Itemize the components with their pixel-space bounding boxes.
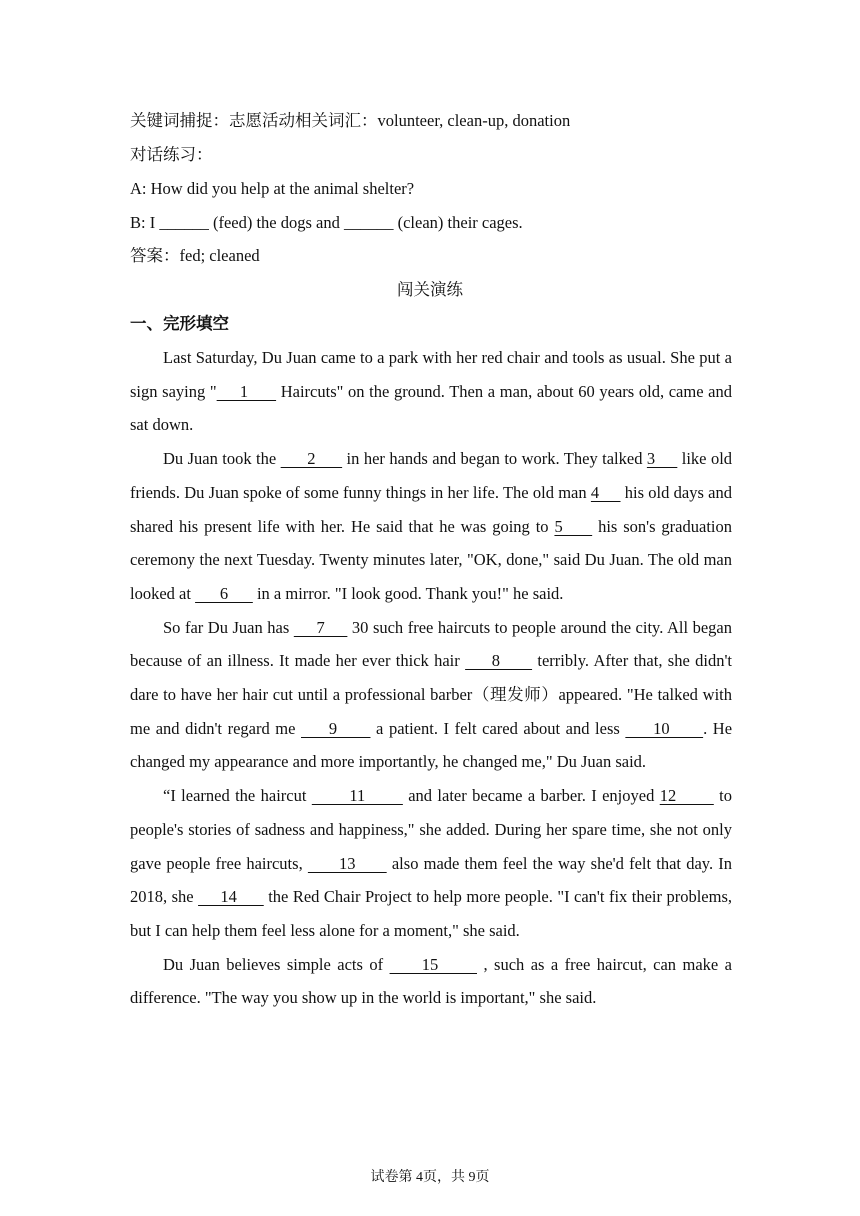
keywords-line: 关键词捕捉：志愿活动相关词汇：volunteer, clean-up, donation	[130, 111, 571, 130]
text: also made them feel the way she'd felt that day. In 2018, she	[130, 853, 733, 907]
text: a patient. I felt cared about and less	[370, 718, 626, 738]
text: and later became a barber. I enjoyed	[402, 786, 660, 806]
text: 30 such free haircuts to people around the city. All began because of an illness. It made her ever thick hair	[130, 617, 732, 671]
paragraph-4	[130, 779, 732, 948]
section-heading: 一、完形填空	[130, 314, 229, 333]
blank-6: 6	[195, 583, 253, 603]
text: So far Du Juan has	[163, 617, 294, 637]
dialogue-line-b: B: I ______ (feed) the dogs and ______ (clean) their cages.	[130, 213, 523, 232]
text: his old days and shared his present life with her. He said that he was going to	[130, 482, 733, 536]
blank-8: 8	[465, 651, 533, 671]
blank-2: 2	[280, 449, 343, 469]
text: Du Juan believes simple acts of	[163, 954, 390, 974]
blank-4: 4	[590, 482, 621, 502]
text: his son's graduation ceremony the next Tuesday. Twenty minutes later, "OK, done," said Du Juan. The old man looked at	[130, 516, 732, 603]
blank-5: 5	[554, 516, 593, 536]
paragraph-3	[130, 611, 732, 780]
text: , such as a free haircut, can make a difference. "The way you show up in the world is important," she said.	[130, 954, 732, 1008]
text: to people's stories of sadness and happiness," she added. During her spare time, she not only gave people free haircuts,	[130, 786, 732, 873]
page-footer: 试卷第 4页，共 9页	[370, 1170, 490, 1185]
blank-13: 13	[307, 853, 387, 873]
text: “I learned the haircut	[163, 786, 312, 806]
blank-15: 15	[389, 954, 477, 974]
text: like old friends. Du Juan spoke of some funny things in her life. The old man	[130, 449, 733, 502]
blank-9: 9	[301, 718, 371, 738]
blank-10: 10	[625, 718, 704, 738]
section-title: 闯关演练	[397, 280, 463, 299]
text: Haircuts" on the ground. Then a man, about 60 years old, came and sat down.	[130, 381, 732, 435]
paragraph-1	[130, 341, 732, 442]
blank-11: 11	[311, 786, 403, 806]
paragraph-5	[130, 948, 732, 1015]
blank-14: 14	[198, 887, 264, 907]
blank-1: 1	[216, 381, 277, 401]
text: in a mirror. "I look good. Thank you!" he said.	[252, 583, 564, 603]
blank-3: 3	[646, 449, 678, 469]
dialogue-label: 对话练习：	[130, 145, 213, 164]
answer-line: 答案：fed; cleaned	[130, 246, 260, 265]
blank-7: 7	[293, 617, 348, 637]
paragraph-2	[130, 442, 732, 611]
text: Du Juan took the	[163, 449, 281, 469]
text: Last Saturday, Du Juan came to a park with her red chair and tools as usual. She put a sign saying "	[130, 348, 732, 401]
cloze-passage	[130, 341, 732, 1015]
text: terribly. After that, she didn't dare to have her hair cut until a professional barber（理发师）appeared. "He talked with me and didn't regard me	[130, 651, 733, 738]
text: in her hands and began to work. They talked	[342, 449, 647, 469]
text: . He changed my appearance and more importantly, he changed me," Du Juan said.	[130, 718, 733, 772]
blank-12: 12	[659, 786, 714, 806]
dialogue-line-a: A: How did you help at the animal shelter?	[130, 179, 415, 198]
text: the Red Chair Project to help more people. "I can't fix their problems, but I can help them feel less alone for a moment," she said.	[130, 887, 732, 940]
